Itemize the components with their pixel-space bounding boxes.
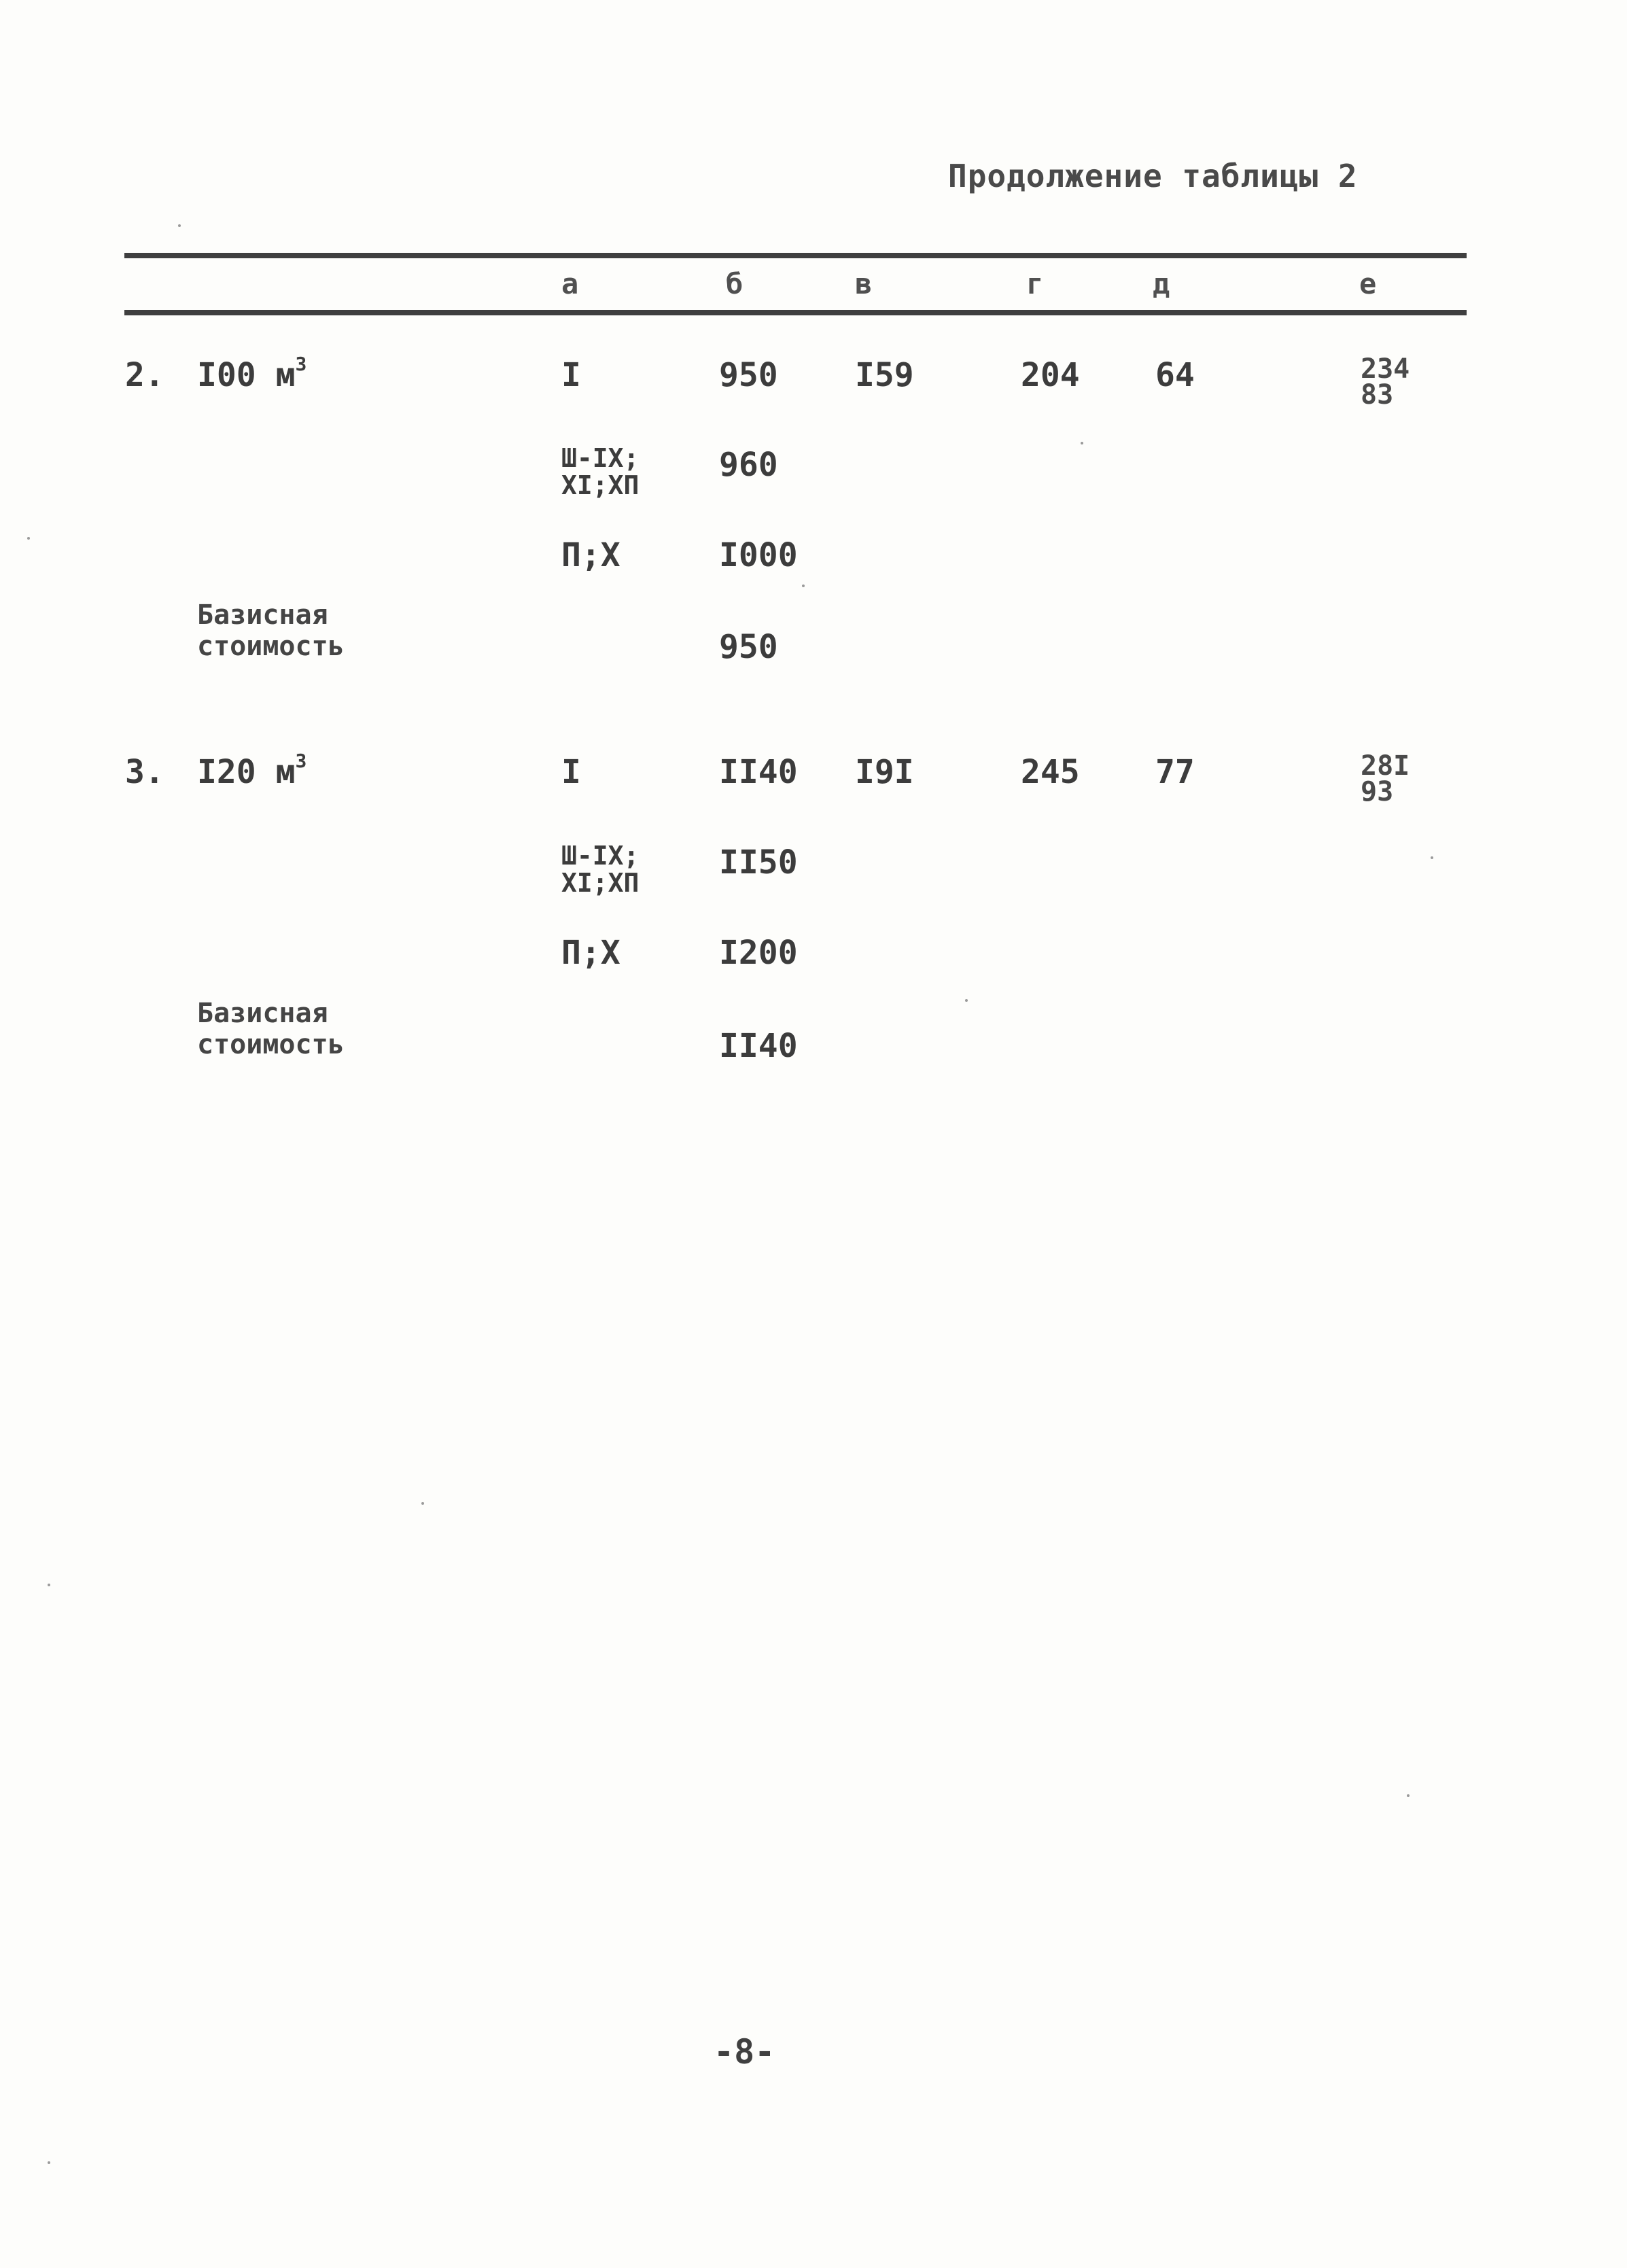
entry-a: П;Х xyxy=(561,934,620,972)
value-d: 77 xyxy=(1155,753,1195,791)
scan-speck xyxy=(1081,442,1083,444)
entry-a: Ш-IХ; ХI;ХП xyxy=(561,841,640,898)
base-cost-label: Базисная стоимость xyxy=(197,998,345,1060)
column-header-d: д xyxy=(1153,267,1170,300)
row-volume xyxy=(197,353,307,394)
entry-a: I xyxy=(561,356,581,394)
scan-speck xyxy=(27,537,30,540)
column-header-g: г xyxy=(1026,267,1044,300)
scan-speck xyxy=(48,1584,50,1586)
base-cost-value: II40 xyxy=(719,1027,798,1065)
base-cost-label: Базисная стоимость xyxy=(197,599,345,662)
value-v: I59 xyxy=(855,356,914,394)
column-header-e: е xyxy=(1359,267,1377,300)
scan-speck xyxy=(421,1502,424,1505)
base-cost-value: 950 xyxy=(719,628,778,666)
value-g: 204 xyxy=(1021,356,1080,394)
row-number: 2. xyxy=(125,356,164,394)
scan-speck xyxy=(178,224,181,227)
column-header-v: в xyxy=(855,267,873,300)
entry-b: II40 xyxy=(719,753,798,791)
entry-a: I xyxy=(561,753,581,791)
volume-unit-superscript: 3 xyxy=(295,750,307,772)
column-header-a: а xyxy=(561,267,579,300)
table-header-rule xyxy=(124,310,1467,315)
entry-b: II50 xyxy=(719,843,798,882)
value-d: 64 xyxy=(1155,356,1195,394)
table-continuation-caption: Продолжение таблицы 2 xyxy=(948,158,1358,194)
entry-b: I000 xyxy=(719,536,798,574)
entry-b: I200 xyxy=(719,934,798,972)
scan-speck xyxy=(1431,856,1433,859)
row-volume xyxy=(197,750,307,791)
value-v: I9I xyxy=(855,753,914,791)
table-top-rule xyxy=(124,253,1467,258)
scan-speck xyxy=(48,2161,50,2164)
entry-b: 960 xyxy=(719,446,778,484)
volume-value: I00 м xyxy=(197,356,296,394)
scan-speck xyxy=(802,585,805,587)
scan-speck xyxy=(965,999,968,1002)
volume-unit-superscript: 3 xyxy=(295,353,307,375)
value-g: 245 xyxy=(1021,753,1080,791)
scan-speck xyxy=(1407,1794,1410,1797)
volume-value: I20 м xyxy=(197,753,296,791)
value-e: 28I 93 xyxy=(1361,750,1410,807)
entry-b: 950 xyxy=(719,356,778,394)
entry-a: П;Х xyxy=(561,536,620,574)
value-e: 234 83 xyxy=(1361,353,1410,411)
column-header-b: б xyxy=(726,267,743,300)
entry-a: Ш-IХ; ХI;ХП xyxy=(561,443,640,500)
page-number: -8- xyxy=(714,2032,775,2072)
row-number: 3. xyxy=(125,753,164,791)
